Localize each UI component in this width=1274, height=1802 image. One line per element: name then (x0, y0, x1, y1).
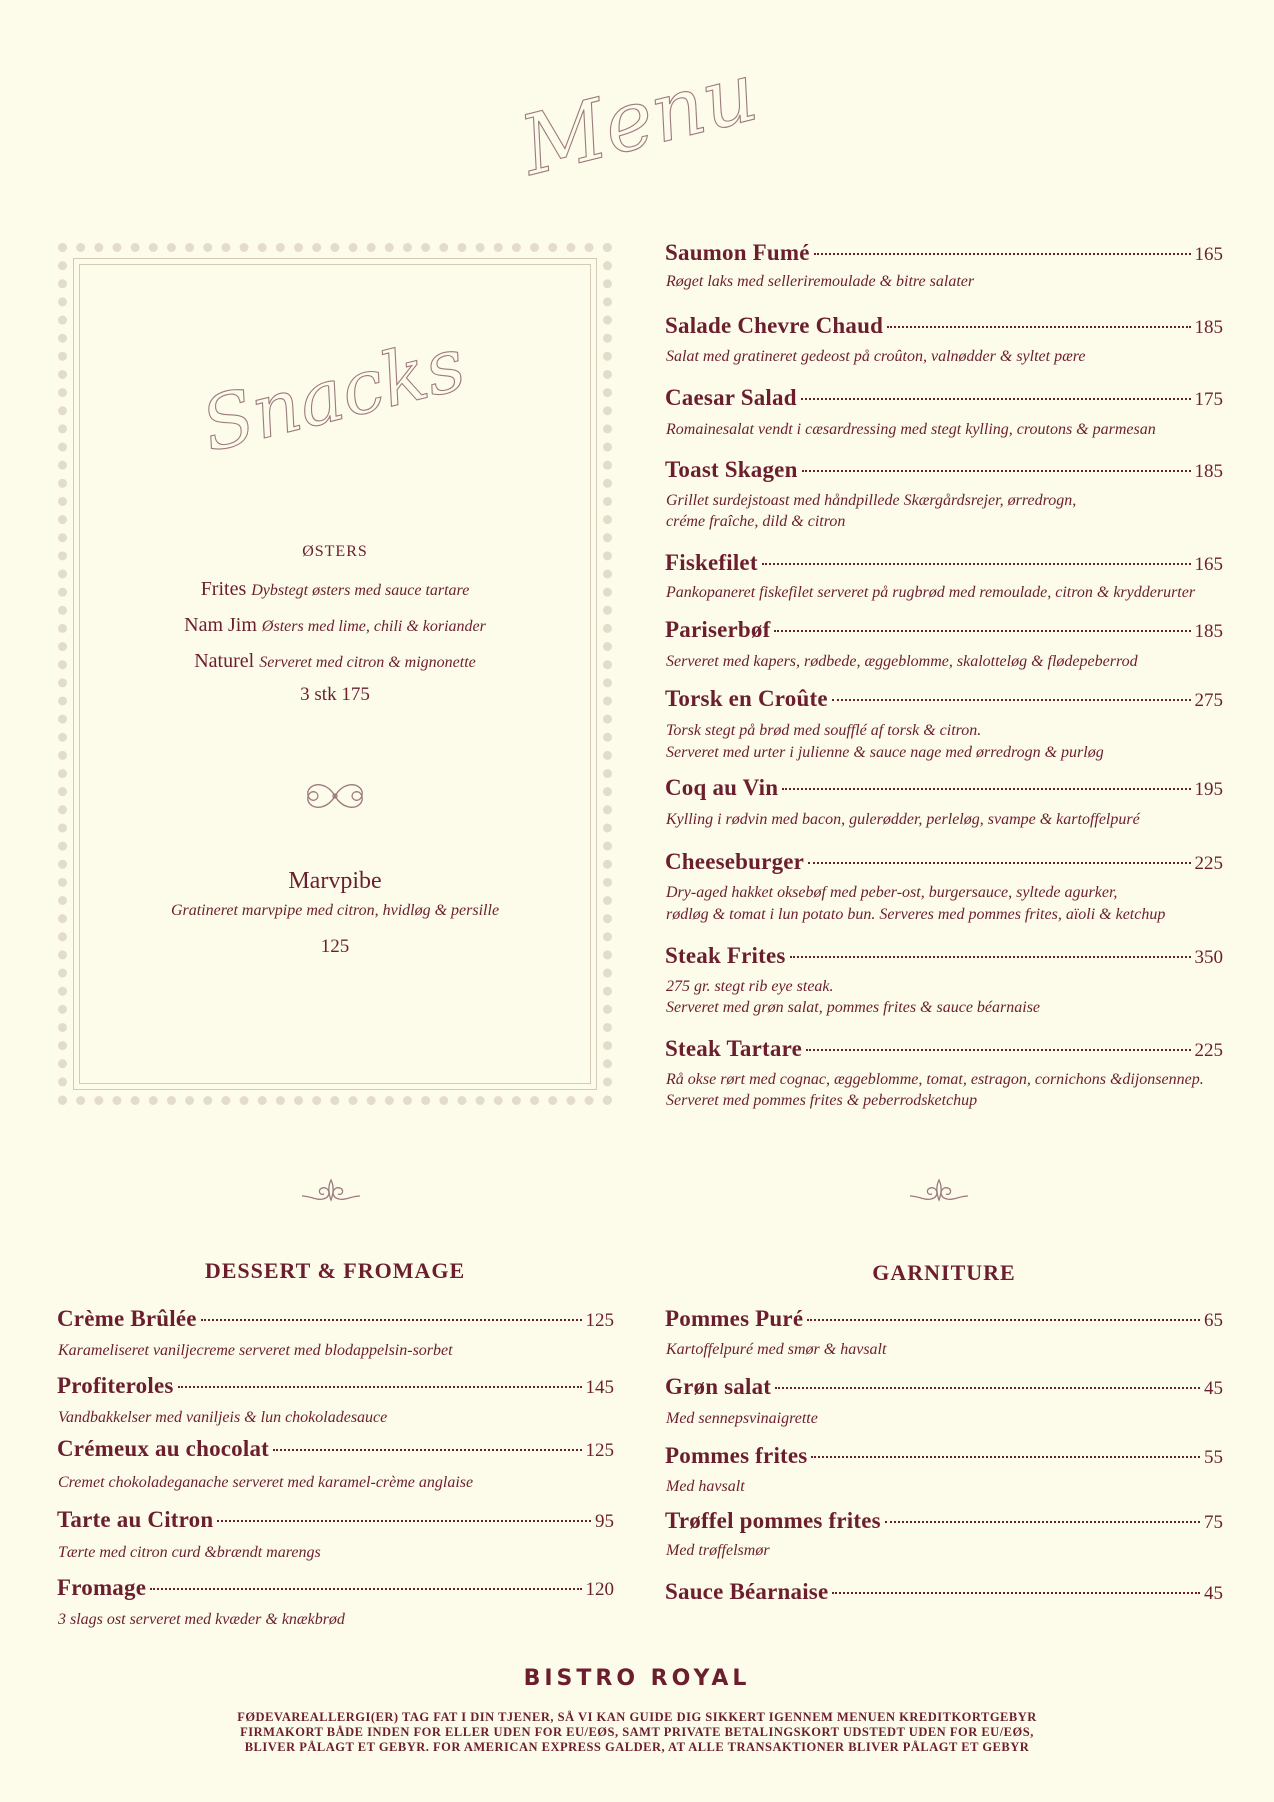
dessert-item-row: Tarte au Citron 95 (57, 1507, 614, 1532)
dot-leader (814, 253, 1191, 255)
osters-item-frites: Frites Dybstegt østers med sauce tartare (200, 578, 470, 600)
menu-item-row: Steak Frites 350 (665, 943, 1223, 968)
menu-item-desc: Torsk stegt på brød med soufflé af torsk & citron. (666, 722, 982, 739)
dot-leader (273, 1449, 581, 1451)
garniture-item-row: Grøn salat 45 (665, 1374, 1223, 1399)
dessert-item-desc: Vandbakkelser med vaniljeis & lun chokoladesauce (58, 1409, 388, 1426)
brand-name: BISTRO ROYAL (523, 1666, 751, 1691)
garniture-heading: GARNITURE (872, 1260, 1016, 1285)
footer-note-line: BLIVER PÅLAGT ET GEBYR. FOR AMERICAN EXPRESS GALDER, AT ALLE TRANSAKTIONER BLIVER PÅLAGT ET GEBYR (244, 1740, 1030, 1754)
menu-title: Menu (512, 44, 767, 195)
dot-leader (775, 1387, 1200, 1389)
garniture-item-desc: Med sennepsvinaigrette (666, 1410, 818, 1427)
dot-leader (885, 1521, 1200, 1523)
dot-leader (762, 563, 1191, 565)
menu-item-desc: rødløg & tomat i lun potato bun. Serveres med pommes frites, aïoli & ketchup (666, 906, 1166, 923)
dessert-heading: DESSERT & FROMAGE (204, 1258, 466, 1283)
menu-item-row: Toast Skagen 185 (665, 457, 1223, 482)
dot-leader (178, 1386, 582, 1388)
footer-note-line: FIRMAKORT BÅDE INDEN FOR ELLER UDEN FOR EU/EØS, SAMT PRIVATE BETALINGSKORT UDSTEDT UDEN FOR EU/EØS, (240, 1725, 1034, 1739)
menu-item-desc: Romainesalat vendt i cæsardressing med stegt kylling, croutons & parmesan (666, 421, 1156, 438)
dessert-item-desc: Karameliseret vaniljecreme serveret med blodappelsin-sorbet (58, 1342, 453, 1359)
marvpibe-desc: Gratineret marvpipe med citron, hvidløg & persille (170, 902, 500, 919)
menu-item-desc: Grillet surdejstoast med håndpillede Skærgårdsrejer, ørredrogn, (666, 492, 1077, 509)
garniture-item-desc: Med havsalt (666, 1478, 745, 1495)
menu-item-row: Coq au Vin 195 (665, 775, 1223, 800)
garniture-item-row: Trøffel pommes frites 75 (665, 1508, 1223, 1533)
garniture-item-desc: Kartoffelpuré med smør & havsalt (666, 1341, 887, 1358)
flourish-ornament-icon (908, 1176, 970, 1210)
menu-item-desc: Rå okse rørt med cognac, æggeblomme, tomat, estragon, cornichons &dijonsennep. (666, 1071, 1204, 1088)
menu-item-desc: Serveret med grøn salat, pommes frites & sauce béarnaise (666, 999, 1041, 1016)
marvpibe-price: 125 (320, 936, 350, 957)
garniture-item-row: Pommes frites 55 (665, 1443, 1223, 1468)
dot-leader (217, 1520, 591, 1522)
dot-leader (807, 1319, 1200, 1321)
menu-item-desc: Serveret med urter i julienne & sauce nage med ørredrogn & purløg (666, 744, 1104, 761)
dot-leader (832, 1592, 1200, 1594)
flourish-ornament-icon (300, 1176, 362, 1210)
dot-leader (801, 398, 1191, 400)
dot-leader (811, 1456, 1200, 1458)
menu-item-row: Cheeseburger 225 (665, 849, 1223, 874)
dessert-item-row: Crème Brûlée 125 (57, 1306, 614, 1331)
menu-item-desc: Serveret med pommes frites & peberrodsketchup (666, 1092, 978, 1109)
dot-leader (774, 630, 1190, 632)
footer-note-line: FØDEVAREALLERGI(ER) TAG FAT I DIN TJENER, SÅ VI KAN GUIDE DIG SIKKERT IGENNEM MENUEN KREDITKORTGEBYR (237, 1710, 1037, 1724)
dessert-item-row: Profiteroles 145 (57, 1373, 614, 1398)
garniture-item-row: Pommes Puré 65 (665, 1306, 1223, 1331)
dessert-item-desc: 3 slags ost serveret med kvæder & knækbrød (58, 1611, 345, 1628)
menu-item-desc: Kylling i rødvin med bacon, gulerødder, perleløg, svampe & kartoffelpuré (666, 811, 1140, 828)
osters-list (58, 572, 612, 680)
menu-item-desc: créme fraîche, dild & citron (666, 513, 846, 530)
dot-leader (887, 326, 1190, 328)
menu-item-row: Fiskefilet 165 (665, 550, 1223, 575)
dot-leader (806, 1049, 1191, 1051)
dessert-item-desc: Cremet chokoladeganache serveret med karamel-crème anglaise (58, 1474, 474, 1491)
dot-leader (832, 699, 1191, 701)
garniture-item-row: Sauce Béarnaise 45 (665, 1579, 1223, 1604)
menu-item-desc: Pankopaneret fiskefilet serveret på rugbrød med remoulade, citron & krydderurter (666, 584, 1196, 601)
menu-item-desc: Røget laks med selleriremoulade & bitre salater (666, 273, 975, 290)
osters-item-naturel: Naturel Serveret med citron & mignonette (194, 650, 476, 672)
dot-leader (802, 470, 1191, 472)
osters-price: 3 stk 175 (300, 684, 370, 705)
dot-leader (782, 788, 1190, 790)
dot-leader (150, 1588, 581, 1590)
garniture-item-desc: Med trøffelsmør (666, 1542, 770, 1559)
menu-item-row: Salade Chevre Chaud 185 (665, 313, 1223, 338)
menu-item-row: Saumon Fumé 165 (665, 240, 1223, 265)
menu-item-row: Pariserbøf 185 (665, 617, 1223, 642)
dot-leader (790, 956, 1191, 958)
menu-item-desc: Serveret med kapers, rødbede, æggeblomme, skalotteløg & flødepeberrod (666, 653, 1138, 670)
menu-item-desc: Dry-aged hakket oksebøf med peber-ost, burgersauce, syltede agurker, (666, 884, 1118, 901)
snacks-title: Snacks (193, 321, 474, 469)
dessert-item-row: Fromage 120 (57, 1575, 614, 1600)
dessert-item-row: Crémeux au chocolat 125 (57, 1436, 614, 1461)
dot-leader (808, 862, 1190, 864)
dessert-item-desc: Tærte med citron curd &brændt marengs (58, 1544, 321, 1561)
flourish-ornament-icon (302, 776, 368, 816)
menu-item-row: Caesar Salad 175 (665, 385, 1223, 410)
osters-item-nam-jim: Nam Jim Østers med lime, chili & koriander (184, 614, 486, 636)
menu-item-desc: Salat med gratineret gedeost på croûton, valnødder & syltet pære (666, 348, 1086, 365)
marvpibe-name: Marvpibe (288, 868, 382, 894)
osters-heading: ØSTERS (302, 543, 368, 560)
dot-leader (201, 1319, 582, 1321)
menu-item-desc: 275 gr. stegt rib eye steak. (666, 978, 834, 995)
menu-item-row: Steak Tartare 225 (665, 1036, 1223, 1061)
menu-item-row: Torsk en Croûte 275 (665, 686, 1223, 711)
